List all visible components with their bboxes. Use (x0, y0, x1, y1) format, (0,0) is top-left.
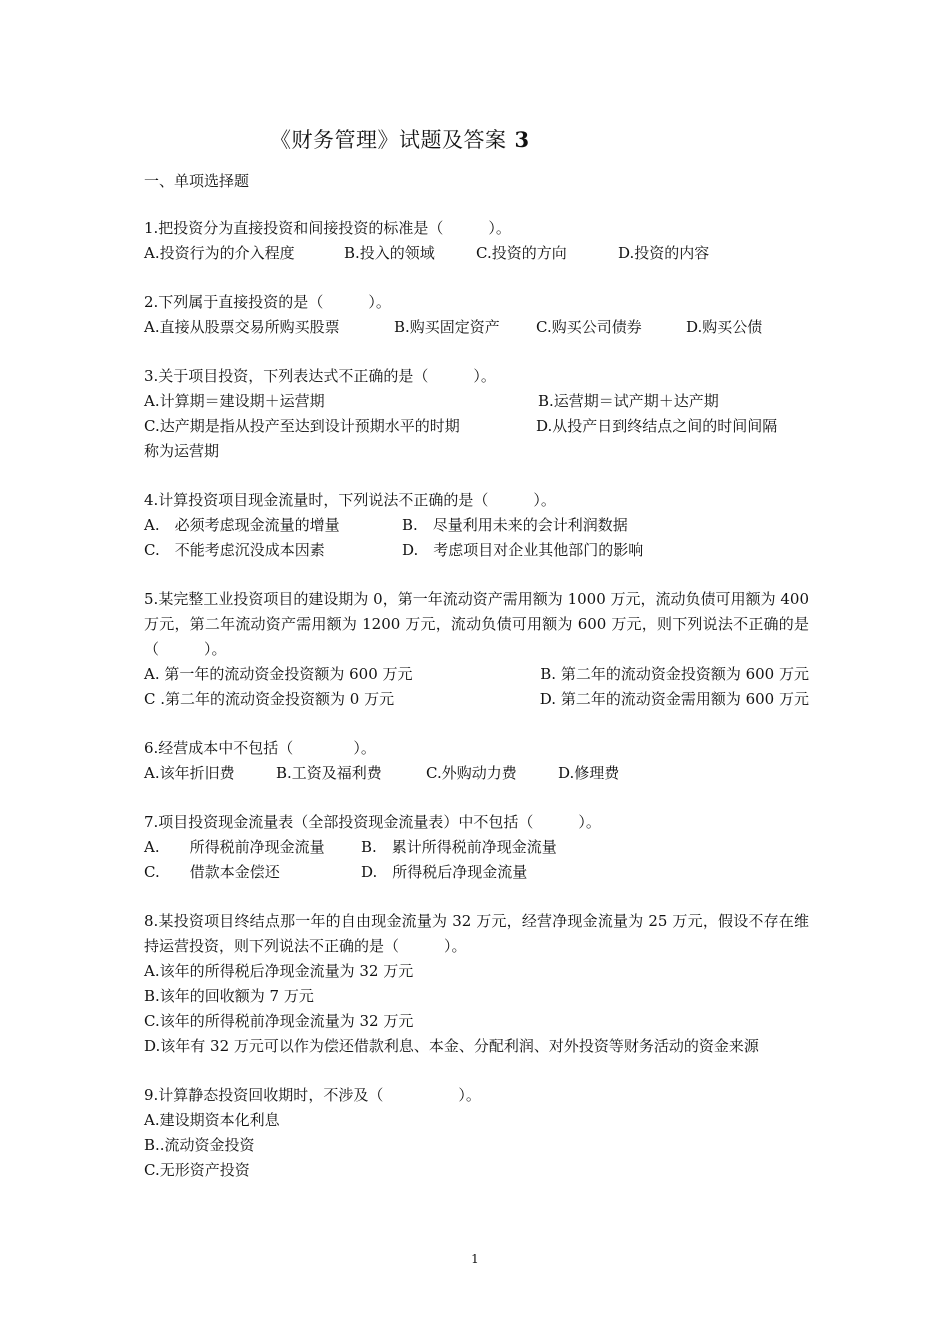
option-b: B.投入的领域 (344, 244, 435, 262)
option-d: D. 所得税后净现金流量 (361, 863, 528, 881)
question-stem: 7.项目投资现金流量表（全部投资现金流量表）中不包括（ ）。 (144, 813, 601, 831)
question-1 (144, 216, 809, 266)
question-8 (144, 909, 809, 1059)
question-6 (144, 736, 809, 786)
option-b: B..流动资金投资 (144, 1136, 255, 1154)
option-d: D.从投产日到终结点之间的时间间隔 (536, 417, 778, 435)
option-a: A.直接从股票交易所购买股票 (144, 318, 340, 336)
options-row (144, 315, 809, 340)
options-row (144, 538, 809, 563)
question-stem: 2.下列属于直接投资的是（ ）。 (144, 293, 391, 311)
section-heading: 一、单项选择题 (144, 172, 250, 190)
option-a: A.计算期＝建设期＋运营期 (144, 392, 325, 410)
question-stem: 8.某投资项目终结点那一年的自由现金流量为 32 万元，经营净现金流量为 25 万元，假设不存在维持运营投资，则下列说法不正确的是（ ）。 (144, 912, 809, 955)
option-a: A. 第一年的流动资金投资额为 600 万元 (144, 665, 413, 683)
option-b: B. 第二年的流动资金投资额为 600 万元 (540, 665, 809, 683)
options-row (144, 761, 809, 786)
option-c: C.外购动力费 (426, 764, 517, 782)
question-3 (144, 364, 809, 464)
question-9 (144, 1083, 809, 1183)
question-7 (144, 810, 809, 885)
option-c: C .第二年的流动资金投资额为 0 万元 (144, 690, 395, 708)
option-d: D.该年有 32 万元可以作为偿还借款利息、本金、分配利润、对外投资等财务活动的资金来源 (144, 1037, 759, 1055)
option-a: A.建设期资本化利息 (144, 1111, 280, 1129)
option-a: A. 必须考虑现金流量的增量 (144, 516, 340, 534)
question-stem: 3.关于项目投资，下列表达式不正确的是（ ）。 (144, 367, 496, 385)
option-b: B.购买固定资产 (394, 318, 500, 336)
option-b: B.该年的回收额为 7 万元 (144, 987, 314, 1005)
option-c: C.该年的所得税前净现金流量为 32 万元 (144, 1012, 414, 1030)
question-stem: 6.经营成本中不包括（ ）。 (144, 739, 376, 757)
option-b: B.运营期＝试产期＋达产期 (538, 392, 719, 410)
question-2 (144, 290, 809, 340)
question-stem: 5.某完整工业投资项目的建设期为 0，第一年流动资产需用额为 1000 万元，流动负债可用额为 400 万元，第二年流动资产需用额为 1200 万元，流动负债可用额为 600 万元，则下列说法不正确的是（ ）。 (144, 590, 809, 658)
option-d: D. 考虑项目对企业其他部门的影响 (402, 541, 644, 559)
option-b: B. 尽量利用未来的会计利润数据 (402, 516, 628, 534)
options-row (144, 513, 809, 538)
options-row (144, 662, 809, 687)
question-stem: 4.计算投资项目现金流量时，下列说法不正确的是（ ）。 (144, 491, 556, 509)
options-row (144, 414, 809, 439)
question-4 (144, 488, 809, 563)
option-c: C.达产期是指从投产至达到设计预期水平的时期 (144, 417, 460, 435)
option-d-continuation: 称为运营期 (144, 442, 220, 460)
options-row (144, 389, 809, 414)
options-row (144, 687, 809, 712)
option-d: D.投资的内容 (618, 244, 710, 262)
title-number: 3 (514, 127, 530, 152)
options-row (144, 835, 809, 860)
option-a: A. 所得税前净现金流量 (144, 838, 325, 856)
question-stem: 9.计算静态投资回收期时，不涉及（ ）。 (144, 1086, 481, 1104)
document-title (270, 124, 530, 154)
option-c: C. 借款本金偿还 (144, 863, 280, 881)
option-d: D.购买公债 (686, 318, 763, 336)
option-d: D. 第二年的流动资金需用额为 600 万元 (539, 690, 809, 708)
options-row (144, 860, 809, 885)
option-c: C. 不能考虑沉没成本因素 (144, 541, 325, 559)
options-row (144, 241, 809, 266)
option-b: B.工资及福利费 (276, 764, 382, 782)
question-stem: 1.把投资分为直接投资和间接投资的标准是（ ）。 (144, 219, 511, 237)
option-c: C.无形资产投资 (144, 1161, 250, 1179)
title-text: 《财务管理》试题及答案 (270, 128, 507, 152)
page-number: 1 (471, 1252, 479, 1266)
option-a: A.该年折旧费 (144, 764, 235, 782)
option-c: C.投资的方向 (476, 244, 567, 262)
option-d: D.修理费 (558, 764, 620, 782)
question-5 (144, 587, 809, 712)
option-c: C.购买公司债券 (536, 318, 642, 336)
question-list (144, 216, 809, 1207)
option-b: B. 累计所得税前净现金流量 (361, 838, 557, 856)
option-a: A.投资行为的介入程度 (144, 244, 295, 262)
option-a: A.该年的所得税后净现金流量为 32 万元 (144, 962, 414, 980)
